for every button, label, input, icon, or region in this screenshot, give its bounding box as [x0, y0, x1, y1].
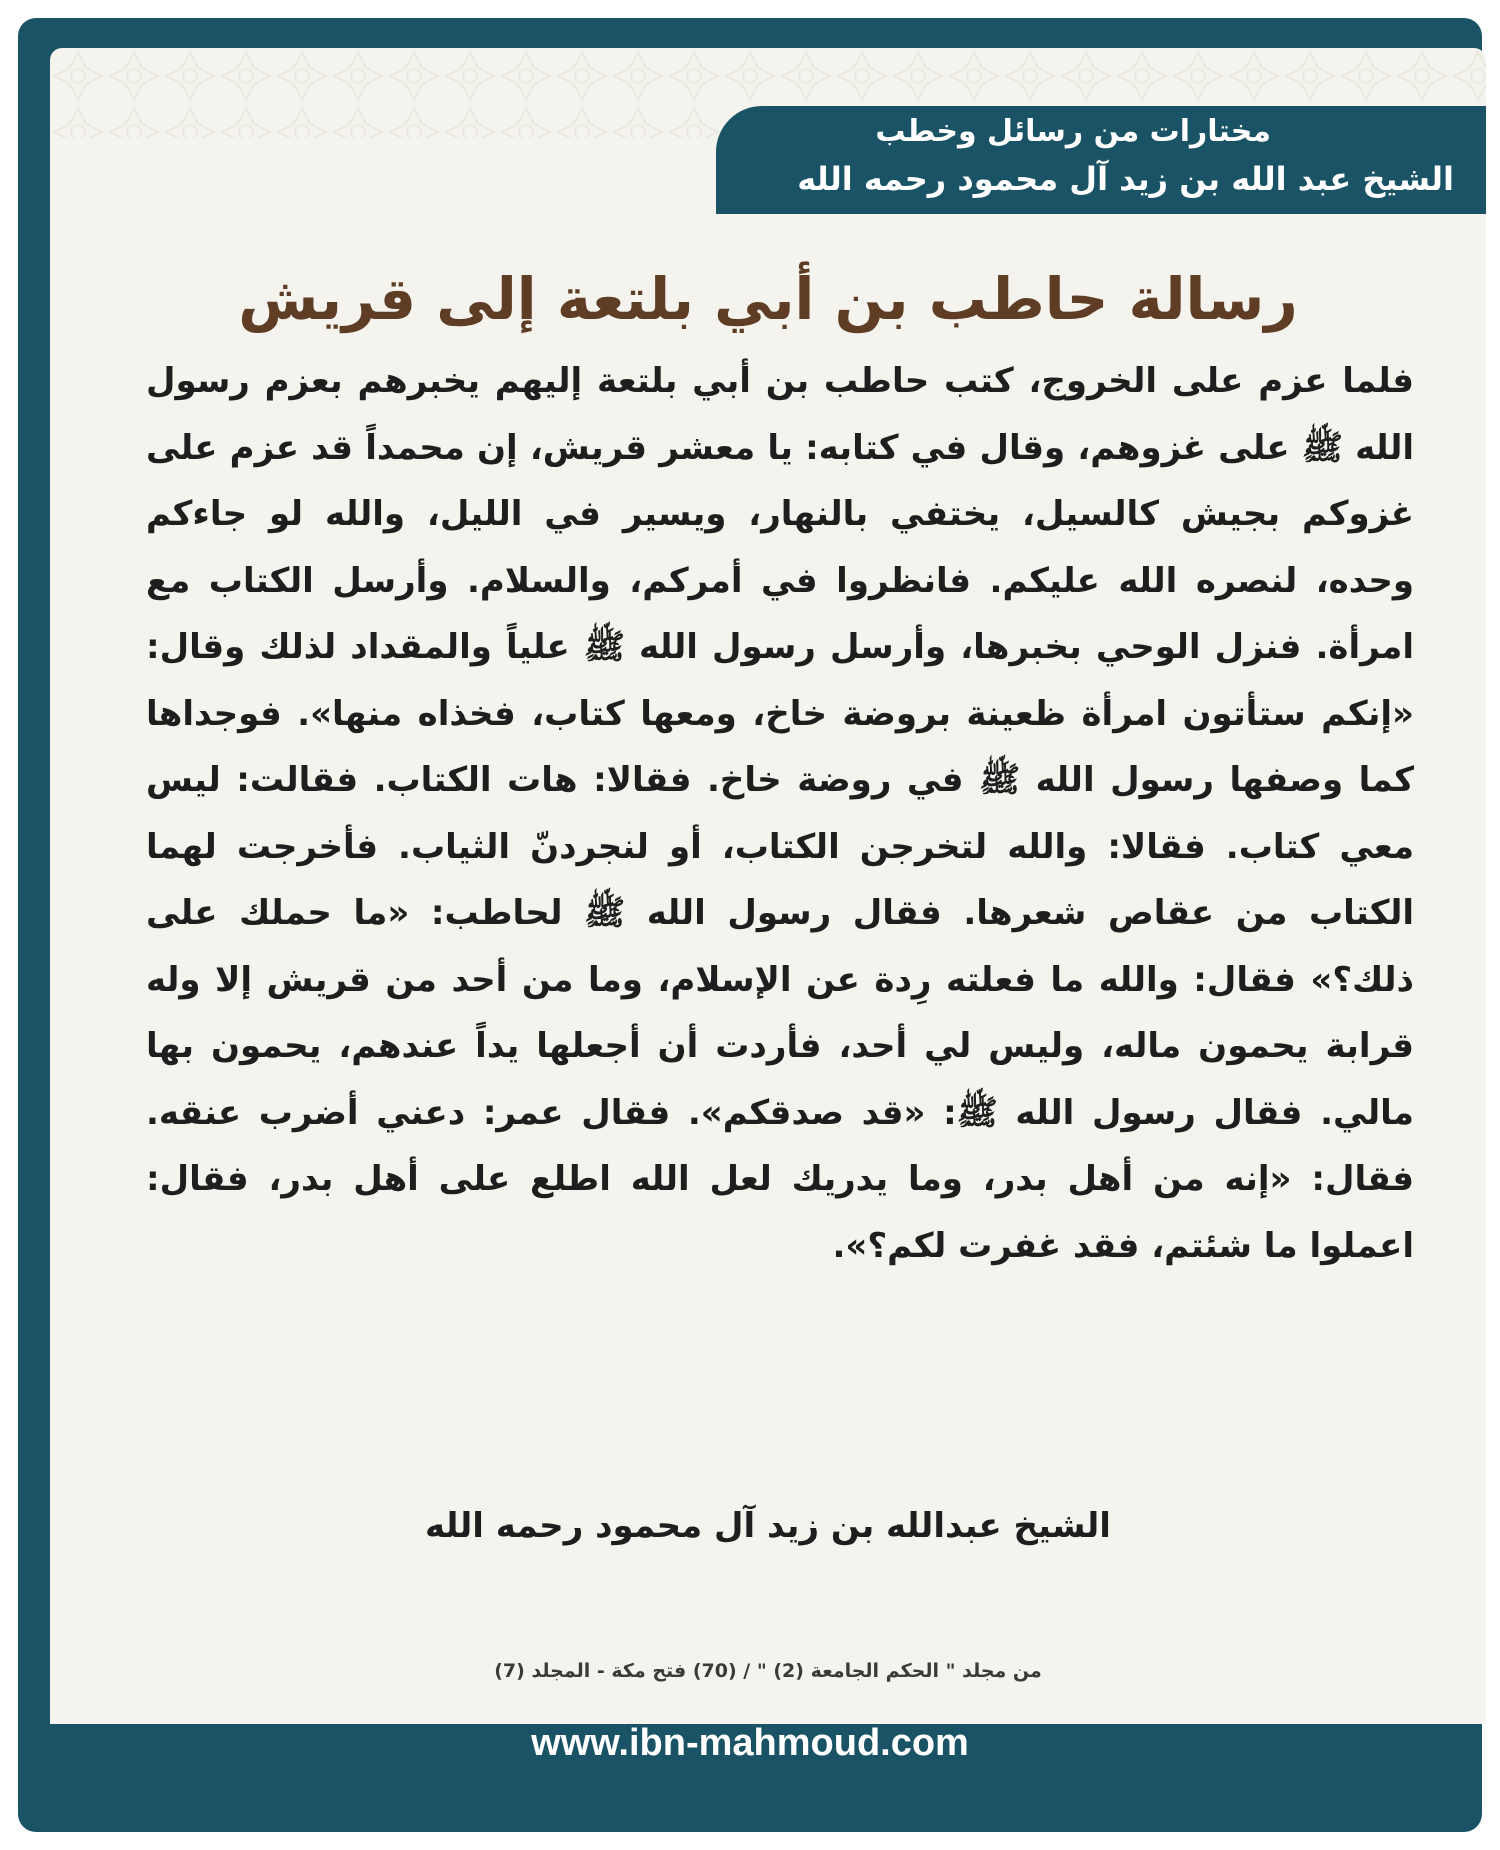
page-title: رسالة حاطب بن أبي بلتعة إلى قريش [238, 265, 1298, 333]
article-body: فلما عزم على الخروج، كتب حاطب بن أبي بلتعة إليهم يخبرهم بعزم رسول الله ﷺ على غزوهم، وقال في كتابه: يا معشر قريش، إن محمداً قد عزم على غزوكم بجيش كالسيل، يختفي بالنهار، ويسير في الليل، والله لو جاءكم وحده، لنصره الله عليكم. فانظروا في أمركم، والسلام. وأرسل الكتاب مع امرأة. فنزل الوحي بخبرها، وأرسل رسول الله ﷺ علياً والمقداد لذلك وقال: «إنكم ستأتون امرأة ظعينة بروضة خاخ، ومعها كتاب، فخذاه منها». فوجداها كما وصفها رسول الله ﷺ في روضة خاخ. فقالا: هات الكتاب. فقالت: ليس معي كتاب. فقالا: والله لتخرجن الكتاب، أو لنجردنّ الثياب. فأخرجت لهما الكتاب من عقاص شعرها. فقال رسول الله ﷺ لحاطب: «ما حملك على ذلك؟» فقال: والله ما فعلته رِدة عن الإسلام، وما من أحد من قريش إلا وله قرابة يحمون ماله، وليس لي أحد، فأردت أن أجعلها يداً عندهم، يحمون بها مالي. فقال رسول الله ﷺ: «قد صدقكم». فقال عمر: دعني أضرب عنقه. فقال: «إنه من أهل بدر، وما يدريك لعل الله اطلع على أهل بدر، فقال: اعملوا ما شئتم، فقد غفرت لكم؟». [146, 361, 1414, 1266]
source-citation: من مجلد " الحكم الجامعة (2) " / (70) فتح مكة - المجلد (7) [494, 1660, 1042, 1682]
page-frame [18, 18, 1482, 1832]
header-collection-title: مختارات من رسائل وخطب [875, 114, 1271, 149]
content-card [50, 48, 1486, 1724]
header-band [716, 106, 1486, 214]
author-signature: الشيخ عبدالله بن زيد آل محمود رحمه الله [425, 1506, 1111, 1546]
website-link[interactable]: www.ibn-mahmoud.com [531, 1722, 969, 1764]
header-author-name: الشيخ عبد الله بن زيد آل محمود رحمه الله [797, 160, 1454, 198]
